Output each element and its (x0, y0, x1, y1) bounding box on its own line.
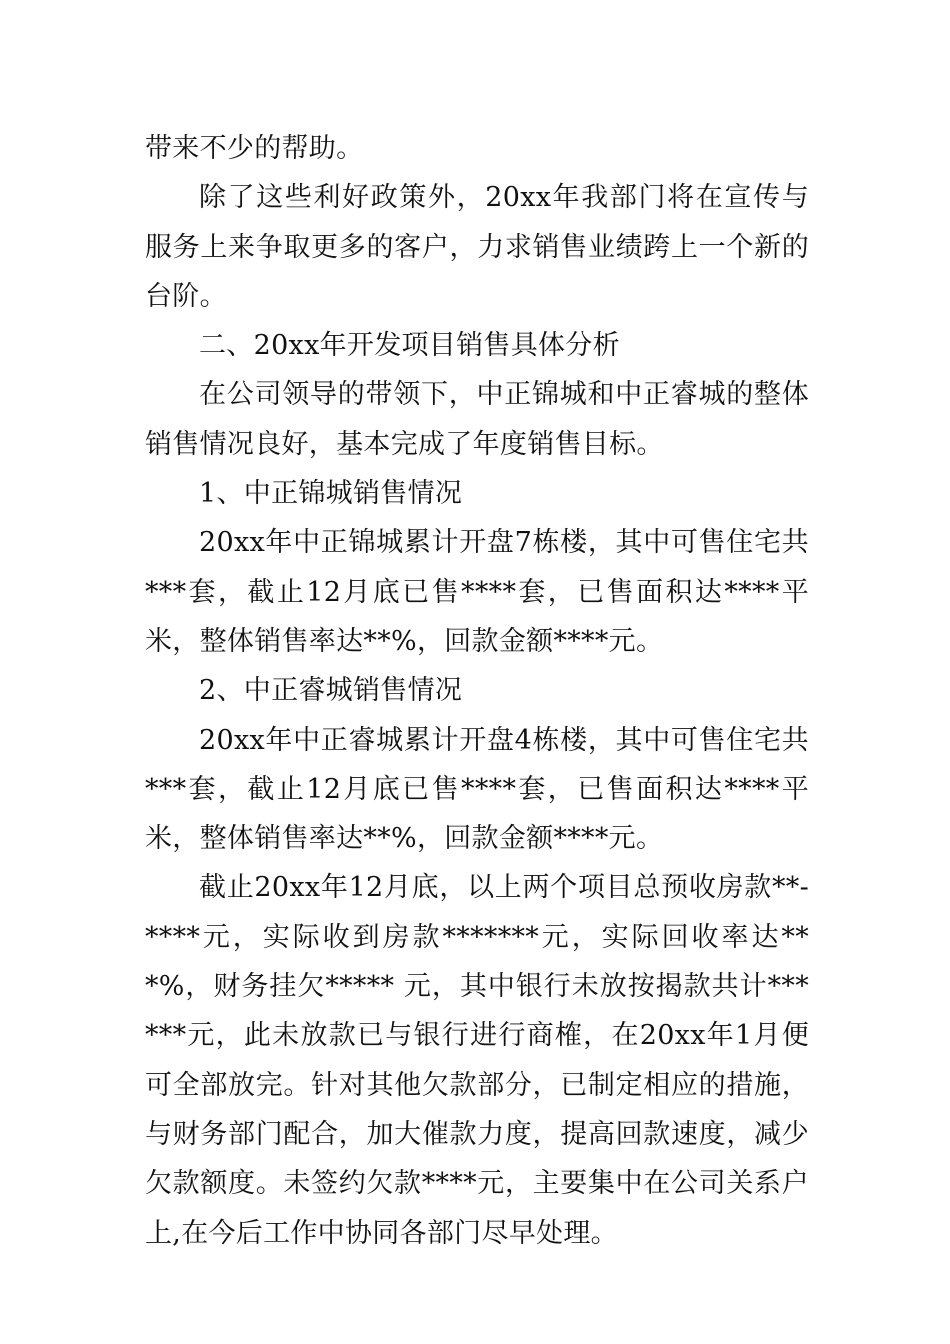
paragraph-ruicheng-sales: 20xx年中正睿城累计开盘4栋楼，其中可售住宅共***套，截止12月底已售****套，已售面积达****平米，整体销售率达**%，回款金额****元。 (145, 724, 809, 855)
paragraph-continuation: 带来不少的帮助。 (145, 133, 364, 164)
subheading-ruicheng: 2、中正睿城销售情况 (199, 675, 463, 707)
paragraph-policy-outlook: 除了这些利好政策外，20xx年我部门将在宣传与服务上来争取更多的客户，力求销售业绩跨上一个新的台阶。 (145, 182, 809, 312)
document-page (145, 124, 809, 1258)
paragraph-overall-sales: 在公司领导的带领下，中正锦城和中正睿城的整体销售情况良好，基本完成了年度销售目标。 (145, 379, 809, 460)
subheading-jincheng: 1、中正锦城销售情况 (199, 478, 463, 510)
section-heading-sales-analysis: 二、20xx年开发项目销售具体分析 (199, 330, 620, 362)
paragraph-receivables-summary: 截止20xx年12月底，以上两个项目总预收房款**-****元，实际收到房款*******元，实际回收率达***%，财务挂欠***** 元，其中银行未放按揭款共计******元，此未放款已与银行进行商榷，在20xx年1月便可全部放完。针对其他欠款部分，已制定相应的措施，与财务部门配合，加大催款力度，提高回款速度，减少欠款额度。未签约欠款****元，主要集中在公司关系户上,在今后工作中协同各部门尽早处理。 (145, 872, 809, 1249)
paragraph-jincheng-sales: 20xx年中正锦城累计开盘7栋楼，其中可售住宅共***套，截止12月底已售****套，已售面积达****平米，整体销售率达**%，回款金额****元。 (145, 527, 809, 657)
